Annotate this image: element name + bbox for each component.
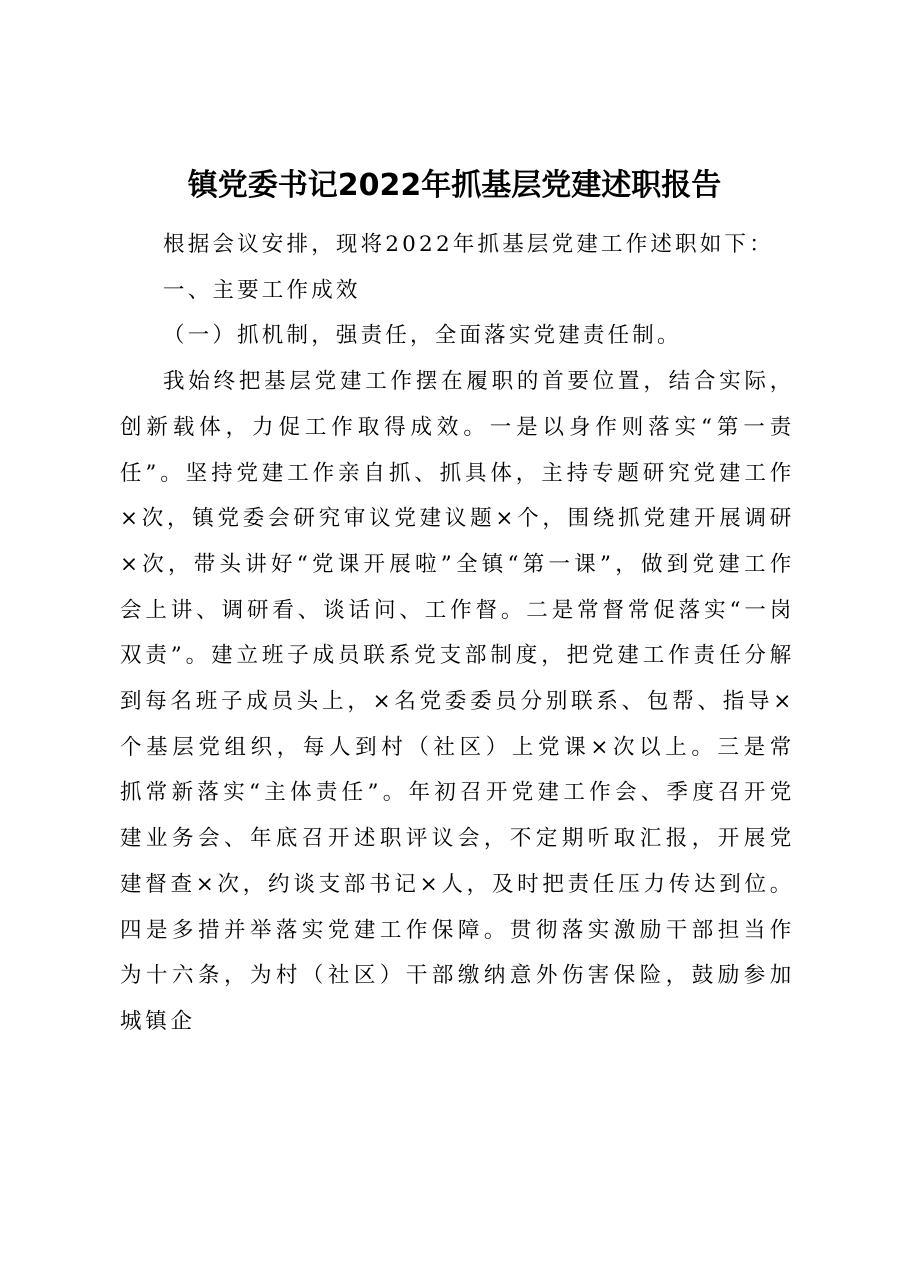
document-body — [120, 222, 795, 1045]
body-paragraph: 我始终把基层党建工作摆在履职的首要位置，结合实际，创新载体，力促工作取得成效。一是以身作则落实“第一责任”。坚持党建工作亲自抓、抓具体，主持专题研究党建工作×次，镇党委会研究审议党建议题×个，围绕抓党建开展调研×次，带头讲好“党课开展啦”全镇“第一课”，做到党建工作会上讲、调研看、谈话问、工作督。二是常督常促落实“一岗双责”。建立班子成员联系党支部制度，把党建工作责任分解到每名班子成员头上，×名党委委员分别联系、包帮、指导×个基层党组织，每人到村（社区）上党课×次以上。三是常抓常新落实“主体责任”。年初召开党建工作会、季度召开党建业务会、年底召开述职评议会，不定期听取汇报，开展党建督查×次，约谈支部书记×人，及时把责任压力传达到位。四是多措并举落实党建工作保障。贯彻落实激励干部担当作为十六条，为村（社区）干部缴纳意外伤害保险，鼓励参加城镇企 — [120, 369, 795, 1034]
intro-paragraph: 根据会议安排，现将2022年抓基层党建工作述职如下： — [163, 232, 774, 257]
subsection-heading: （一）抓机制，强责任，全面落实党建责任制。 — [163, 323, 682, 349]
section-heading: 一、主要工作成效 — [163, 277, 361, 303]
document-title: 镇党委书记2022年抓基层党建述职报告 — [187, 168, 722, 203]
